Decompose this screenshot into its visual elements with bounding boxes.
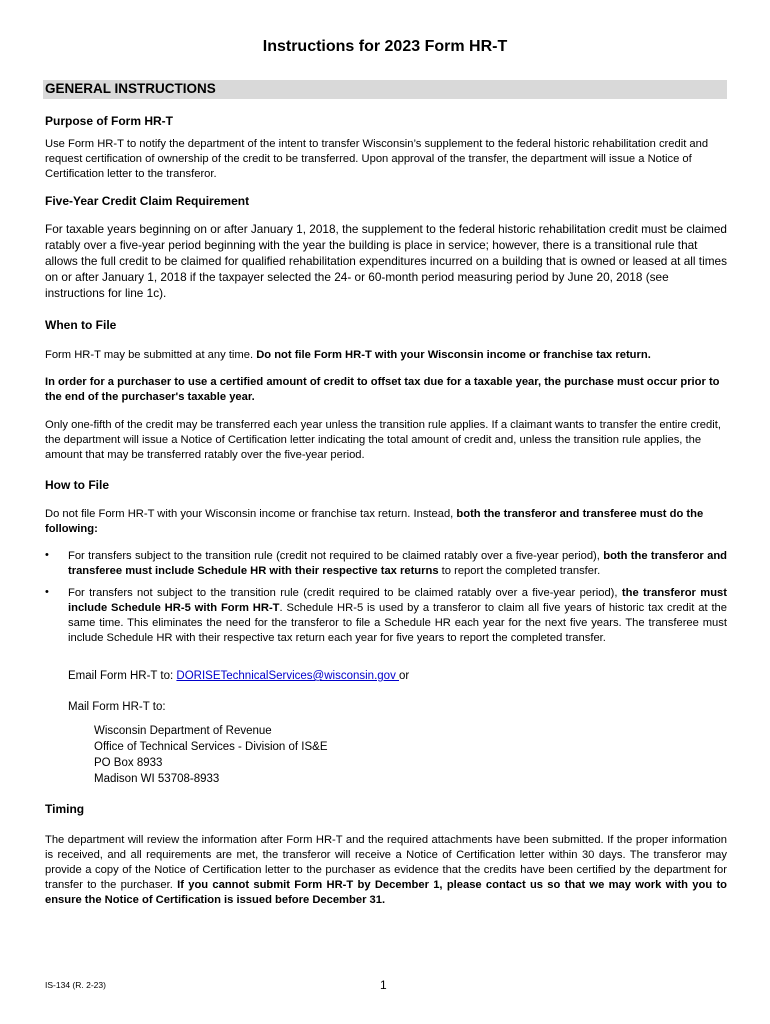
when-p1-text: Form HR-T may be submitted at any time.	[45, 349, 257, 361]
purpose-heading: Purpose of Form HR-T	[45, 114, 173, 128]
email-or: or	[399, 670, 410, 682]
when-paragraph-2: In order for a purchaser to use a certified amount of credit to offset tax due for a taxable year, the purchase must occur prior to the end of the purchaser's taxable year.	[45, 376, 720, 403]
purpose-paragraph: Use Form HR-T to notify the department of the intent to transfer Wisconsin’s supplement to the federal historic rehabilitation credit and request certification of ownership of the credit to be transferred. Upon approval of the transfer, the department will issue a Notice of Certification letter to the transferor.	[45, 138, 709, 180]
bullet-1-text	[68, 549, 727, 579]
address-line-2: Office of Technical Services - Division of IS&E	[94, 741, 328, 753]
five-year-paragraph: For taxable years beginning on or after January 1, 2018, the supplement to the federal historic rehabilitation credit must be claimed ratably over a five-year period beginning with the year the building is place in service; however, there is a transitional rule that allows the full credit to be claimed for qualified rehabilitation expenditures incurred on a building that is owned or leased at all times on or after January 1, 2018 if the taxpayer selected the 24- or 60-month period measuring period by June 20, 2018 (see instructions for line 1c).	[45, 222, 727, 300]
page-number: 1	[380, 978, 387, 992]
mail-label: Mail Form HR-T to:	[68, 701, 166, 713]
how-to-file-heading: How to File	[45, 478, 109, 492]
bullet-2-text	[68, 586, 727, 646]
how-intro-text: Do not file Form HR-T with your Wisconsin income or franchise tax return. Instead,	[45, 508, 457, 520]
timing-bold: If you cannot submit Form HR-T by December 1, please contact us so that we may work with you to ensure the Notice of Certification is issued before December 31.	[45, 879, 727, 906]
bullet-1-part-c: to report the completed transfer.	[438, 565, 601, 577]
when-p1-bold: Do not file Form HR-T with your Wisconsin income or franchise tax return.	[256, 349, 651, 361]
bullet-2-dot: •	[45, 586, 49, 598]
section-header-bar	[43, 80, 727, 99]
bullet-1-part-a: For transfers subject to the transition rule (credit not required to be claimed ratably over a five-year period),	[68, 550, 604, 562]
form-id: IS-134 (R. 2-23)	[45, 980, 106, 990]
bullet-1-dot: •	[45, 549, 49, 561]
address-line-3: PO Box 8933	[94, 757, 163, 769]
email-label: Email Form HR-T to:	[68, 670, 177, 682]
bullet-2-part-c: . Schedule HR-5 is used by a transferor to claim all five years of historic tax credit at the same time. This eliminates the need for the transferor to file a Schedule HR each year for the next five years. The transferee must include Schedule HR with their respective tax return each year for five years to report the completed transfer.	[68, 602, 727, 644]
mailing-address	[94, 723, 328, 787]
email-link[interactable]: DORISETechnicalServices@wisconsin.gov	[176, 670, 400, 682]
when-to-file-heading: When to File	[45, 318, 117, 332]
five-year-heading: Five-Year Credit Claim Requirement	[45, 194, 250, 208]
how-intro-paragraph	[45, 507, 727, 537]
email-line	[68, 670, 409, 682]
when-paragraph-1	[45, 348, 727, 363]
address-line-1: Wisconsin Department of Revenue	[94, 725, 272, 737]
page-title: Instructions for 2023 Form HR-T	[262, 38, 508, 55]
section-header-label: GENERAL INSTRUCTIONS	[45, 81, 216, 96]
bullet-1-bold: both the transferor and transferee must include Schedule HR with their respective tax returns	[68, 550, 728, 577]
bullet-2-part-a: For transfers not subject to the transition rule (credit required to be claimed ratably over a five-year period),	[68, 587, 622, 599]
bullet-2-bold: the transferor must include Schedule HR-5 with Form HR-T	[68, 587, 728, 614]
when-paragraph-3: Only one-fifth of the credit may be transferred each year unless the transition rule applies. If a claimant wants to transfer the entire credit, the department will issue a Notice of Certification letter indicating the total amount of credit and, unless the transition rule applies, the amount that may be transferred ratably over the five-year period.	[45, 419, 721, 461]
how-intro-bold: both the transferor and transferee must do the following:	[45, 508, 704, 535]
address-line-4: Madison WI 53708-8933	[94, 773, 220, 785]
timing-text: The department will review the information after Form HR-T and the required attachments have been submitted. If the proper information is received, and all requirements are met, the transferor will receive a Notice of Certification letter within 30 days. The transferor may provide a copy of the Notice of Certification letter to the purchaser as evidence that the credits have been certified by the department for transfer to the purchaser.	[45, 834, 727, 891]
timing-heading: Timing	[45, 802, 85, 816]
timing-paragraph	[45, 833, 727, 908]
